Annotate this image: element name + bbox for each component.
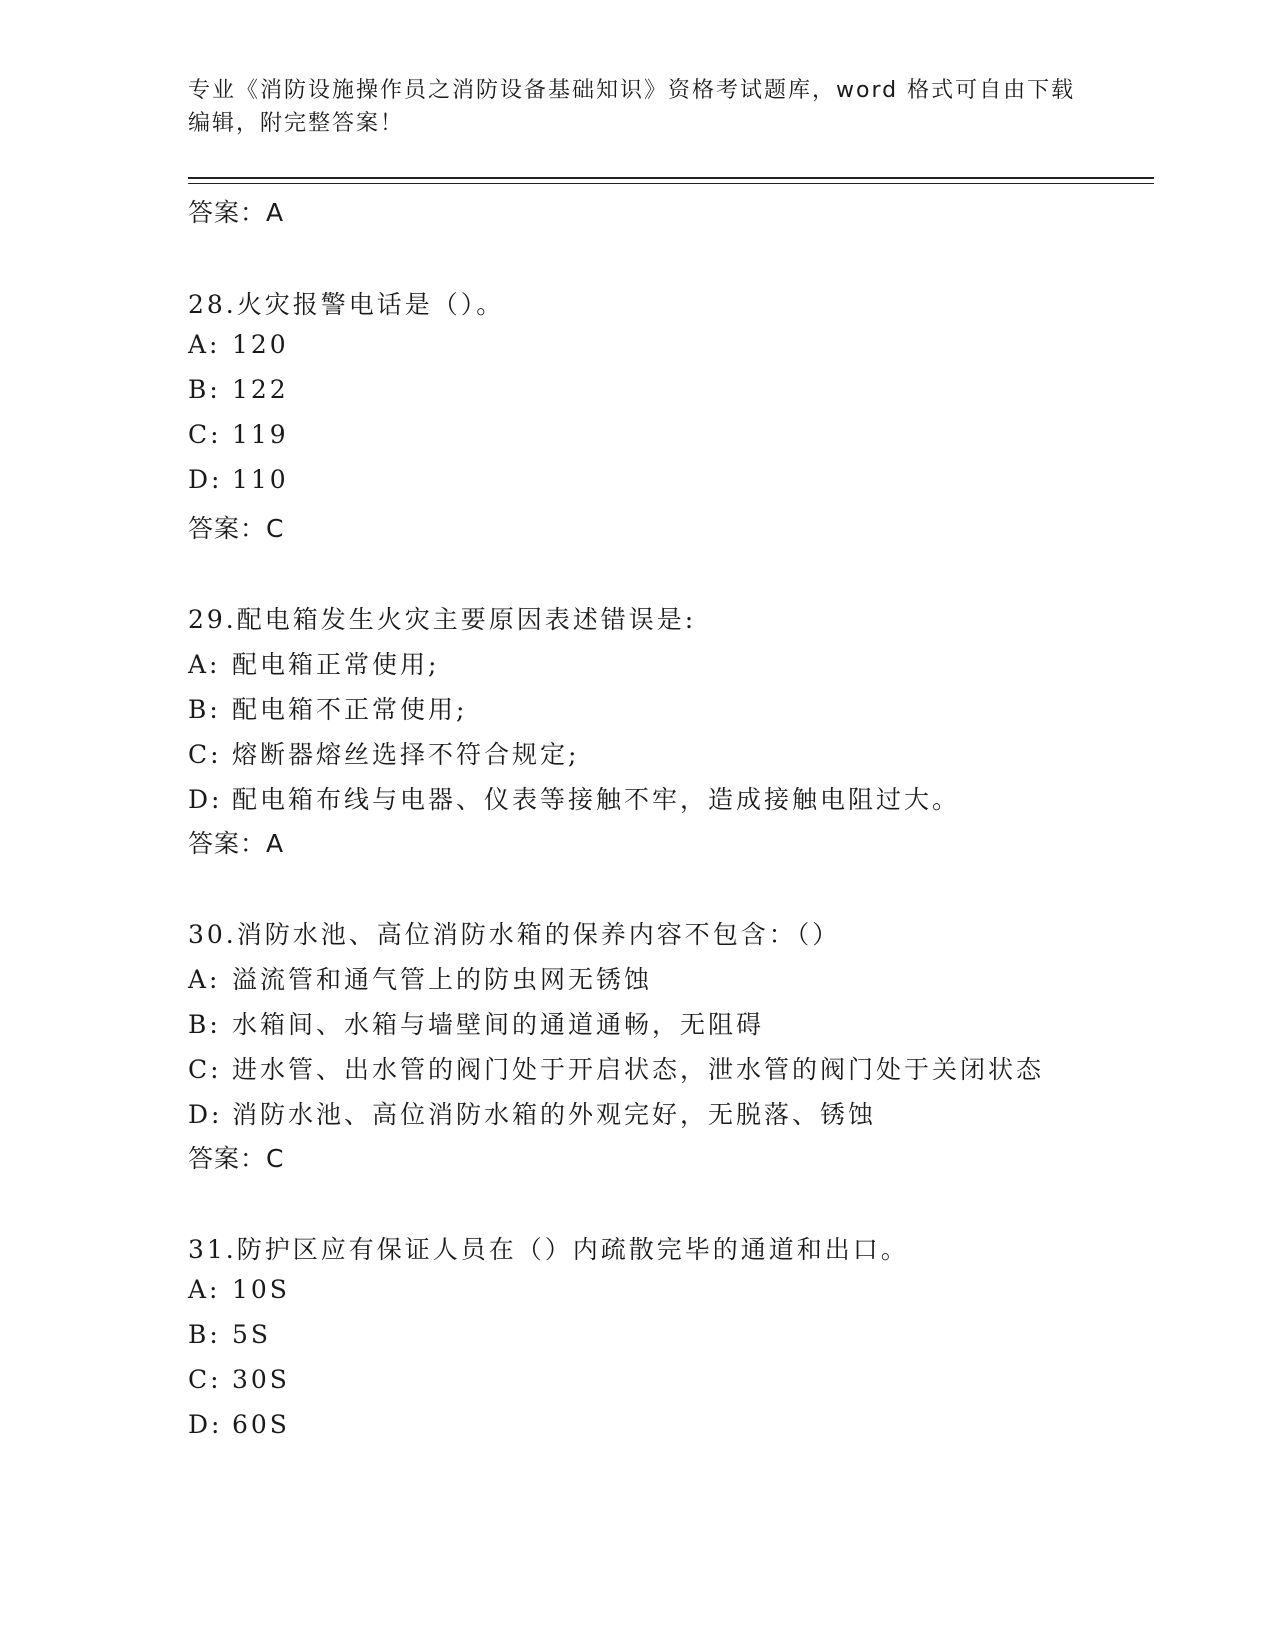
question-29-option-d: D: 配电箱布线与电器、仪表等接触不牢，造成接触电阻过大。: [188, 785, 961, 814]
question-29-option-a: A: 配电箱正常使用;: [188, 650, 440, 679]
question-28-option-a: A: 120: [188, 330, 289, 359]
question-28-option-c: C: 119: [188, 420, 289, 449]
question-30-option-a: A: 溢流管和通气管上的防虫网无锈蚀: [188, 965, 653, 994]
question-28: 28.火灾报警电话是（）。: [188, 290, 505, 319]
question-30: 30.消防水池、高位消防水箱的保养内容不包含：（）: [188, 920, 841, 949]
question-30-option-b: B: 水箱间、水箱与墙壁间的通道通畅，无阻碍: [188, 1010, 765, 1039]
question-28-option-d: D: 110: [188, 465, 289, 494]
question-29-option-c: C: 熔断器熔丝选择不符合规定;: [188, 740, 580, 769]
question-29: 29.配电箱发生火灾主要原因表述错误是:: [188, 605, 697, 634]
question-31-option-b: B: 5S: [188, 1320, 272, 1349]
question-30-answer: 答案：C: [188, 1144, 285, 1173]
document-header: 专业《消防设施操作员之消防设备基础知识》资格考试题库，word 格式可自由下载编辑，附完整答案！: [188, 78, 1076, 136]
header-divider-thick: [188, 177, 1154, 179]
question-31: 31.防护区应有保证人员在（）内疏散完毕的通道和出口。: [188, 1235, 909, 1264]
question-28-answer: 答案：C: [188, 514, 285, 543]
question-31-option-a: A: 10S: [188, 1275, 290, 1304]
question-30-option-c: C: 进水管、出水管的阀门处于开启状态，泄水管的阀门处于关闭状态: [188, 1055, 1045, 1084]
question-31-option-c: C: 30S: [188, 1365, 290, 1394]
question-31-option-d: D: 60S: [188, 1410, 290, 1439]
question-29-option-b: B: 配电箱不正常使用;: [188, 695, 468, 724]
header-divider-thin: [188, 183, 1154, 184]
question-30-option-d: D: 消防水池、高位消防水箱的外观完好，无脱落、锈蚀: [188, 1100, 877, 1129]
question-29-answer: 答案：A: [188, 829, 285, 858]
previous-answer: 答案：A: [188, 198, 285, 227]
question-28-option-b: B: 122: [188, 375, 289, 404]
